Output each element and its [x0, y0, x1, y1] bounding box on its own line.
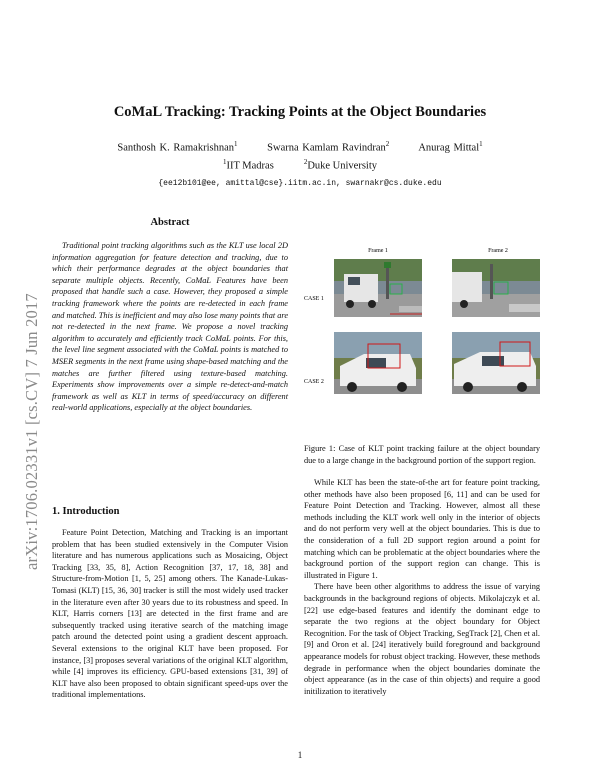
- author-list: [0, 140, 600, 154]
- case1-frame1-photo: [334, 259, 422, 317]
- paragraph: There have been other algorithms to address the issue of varying backgrounds in the background regions of objects. Mikolajczyk et al. [22] use edge-based features and identify the dominant edge to separate the two regions at the object boundary for Object Recognition. For the task of Object Tracking, SegTrack [2], Chen et al. [9] and Oron et al. [24] iteratively build foreground and background appearance models for robust object tracking. However, these methods degrade in performance when the object boundaries dominate the object appearance (as in the case of thin objects) and require a good initilization to iteratively: [304, 582, 540, 696]
- frame2-label: Frame 2: [488, 248, 508, 254]
- introduction-text: Feature Point Detection, Matching and Tracking is an important problem that has been studied extensively in the Computer Vision literature and has numerous applications such as Mosaicing, Object Tracking [33, 35, 8], Action Recognition [37, 17, 18, 38] and Structure-from-Motion [1, 5, 25] among others. The Kanade-Lukas-Tomasi (KLT) [15, 36, 30] tracker is still the most widely used tracker in the literature even after 30 years due to its robustness and speed. In KLT, Harris corners [13] are detected in the first frame and are subsequently tracked using iterative search of the matching image patch around the detected point using a gradient descent approach. Several extensions to the original KLT have been proposed. For instance, [3] proposes several variations of the original KLT algorithm, while [4] improves its efficiency. GPU-based extensions [31, 39] of KLT have also been proposed to obtain significant speed-ups over the traditional implementations.: [52, 528, 288, 700]
- paragraph: While KLT has been the state-of-the art for feature point tracking, other methods have also been proposed [6, 11] and can be used for Feature Point Detection and Tracking. However, almost all these methods including the KLT work well only in the interior of objects and do not perform very well at the object boundaries. This is due to the consideration of a full 2D support region around a point for matching which can be problematic at the object boundaries where the background portion of the support region can change. This is illustrated in Figure 1.: [304, 478, 540, 580]
- case1-label: CASE 1: [304, 296, 324, 302]
- case2-label: CASE 2: [304, 379, 324, 385]
- author-sup: 2: [385, 140, 390, 148]
- author-name: Anurag Mittal: [418, 142, 480, 154]
- author-sup: 1: [234, 140, 238, 148]
- case1-frame2-photo: [452, 259, 540, 317]
- paper-title: CoMaL Tracking: Tracking Points at the Object Boundaries: [113, 104, 487, 120]
- abstract-text: Traditional point tracking algorithms such as the KLT use local 2D information aggregation for feature detection and tracking, due to which their performance degrades at the object boundaries that separate multiple objects. Recently, CoMaL Features have been proposed that handle such a case. However, they proposed a simple tracking framework where the points are re-detected in each frame and matched. This is inefficient and may also lose many points that are not re-detected in the next frame. We propose a novel tracking algorithm to accurately and efficiently track CoMaL points. For this, the level line segment associated with the CoMaL points is matched to MSER segments in the next frame using shape-based matching and the matches are further filtered using texture-based matching. Experiments show improvements over a simple re-detect-and-match framework as well as KLT in terms of speed/accuracy on different real-world applications, especially at the object boundaries.: [52, 241, 288, 413]
- affiliation-list: [0, 158, 600, 172]
- arxiv-identifier[interactable]: arXiv:1706.02331v1 [cs.CV] 7 Jun 2017: [22, 293, 41, 570]
- author-sup: 1: [479, 140, 483, 148]
- figure-caption: Figure 1: Case of KLT point tracking failure at the object boundary due to a large change in the background portion of the support region.: [304, 444, 540, 465]
- right-column-text: [304, 477, 540, 697]
- page-number: 1: [297, 750, 303, 760]
- frame1-label: Frame 1: [368, 248, 388, 254]
- author-name: Swarna Kamlam Ravindran: [267, 142, 386, 154]
- affiliation-sup: 1: [222, 158, 227, 166]
- abstract-heading: Abstract: [150, 217, 190, 228]
- case2-frame1-photo: [334, 332, 422, 394]
- figure-1-image: [304, 244, 540, 434]
- author-emails: {ee12b101@ee, amittal@cse}.iitm.ac.in, swarnakr@cs.duke.edu: [158, 179, 442, 188]
- affiliation-sup: 2: [303, 158, 308, 166]
- affiliation-name: IIT Madras: [226, 160, 274, 172]
- figure-1: [304, 244, 540, 434]
- affiliation-name: Duke University: [307, 160, 378, 172]
- author-name: Santhosh K. Ramakrishnan: [117, 142, 235, 154]
- case2-frame2-photo: [452, 332, 540, 394]
- section-heading-introduction: 1. Introduction: [52, 506, 120, 517]
